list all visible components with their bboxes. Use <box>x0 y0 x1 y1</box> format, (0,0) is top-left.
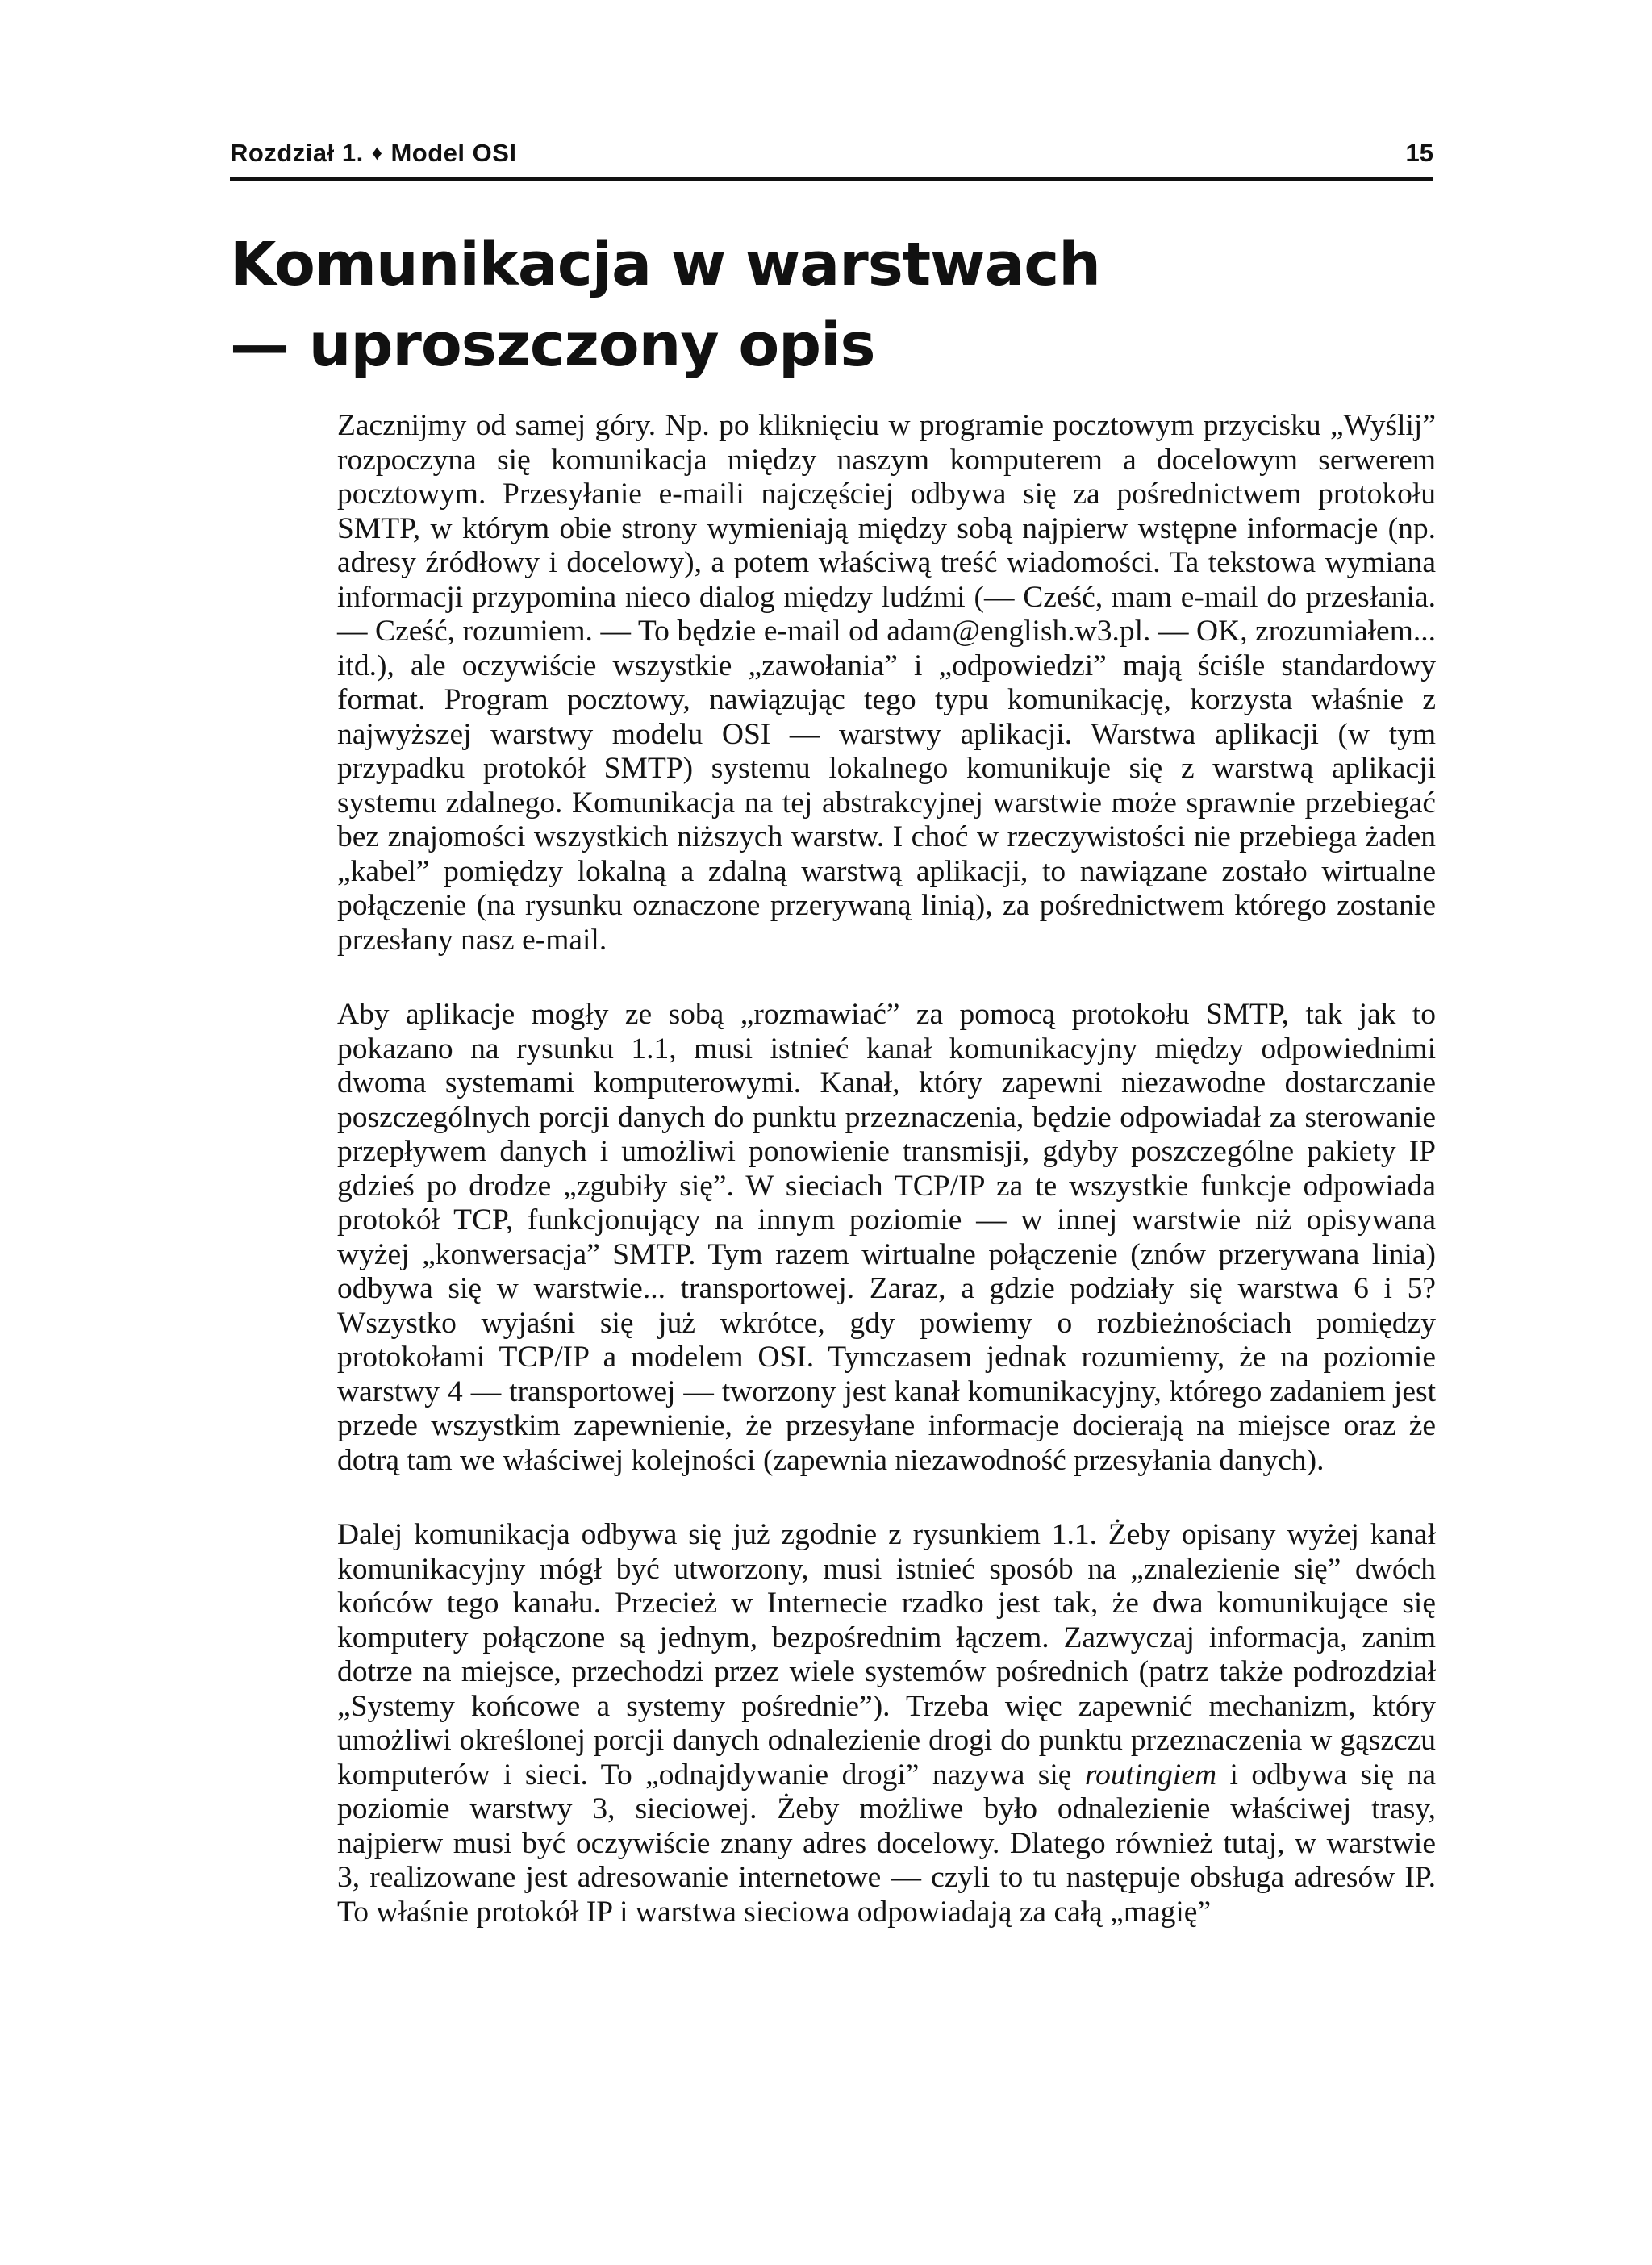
section-label: Model OSI <box>390 139 517 167</box>
page-number: 15 <box>1405 139 1433 167</box>
header-chapter-info <box>230 139 517 168</box>
body-text <box>337 409 1436 1970</box>
routing-term: routingiem <box>1084 1758 1217 1792</box>
paragraph-3-part-2: i odbywa się na poziomie warstwy 3, sieciowej. Żeby możliwe było odnalezienie właściwej trasy, najpierw musi być oczywiście znany adres docelowy. Dlatego również tutaj, w warstwie 3, realizowane jest adresowanie internetowe — czyli to tu następuje obsługa adresów IP. To właśnie protokół IP i warstwa sieciowa odpowiadają za całą „magię” <box>337 1758 1436 1929</box>
diamond-separator-icon: ♦ <box>371 140 383 165</box>
section-title <box>230 224 1440 386</box>
chapter-label: Rozdział 1. <box>230 139 364 167</box>
paragraph-1: Zacznijmy od samej góry. Np. po kliknięciu w programie pocztowym przycisku „Wyślij” rozpoczyna się komunikacja między naszym komputerem a docelowym serwerem pocztowym. Przesyłanie e-maili najczęściej odbywa się za pośrednictwem protokołu SMTP, w którym obie strony wymieniają między sobą najpierw wstępne informacje (np. adresy źródłowy i docelowy), a potem właściwą treść wiadomości. Ta tekstowa wymiana informacji przypomina nieco dialog między ludźmi (— Cześć, mam e-mail do przesłania. — Cześć, rozumiem. — To będzie e-mail od adam@english.w3.pl. — OK, zrozumiałem... itd.), ale oczywiście wszystkie „zawołania” i „odpowiedzi” mają ściśle standardowy format. Program pocztowy, nawiązując tego typu komunikację, korzysta właśnie z najwyższej warstwy modelu OSI — warstwy aplikacji. Warstwa aplikacji (w tym przypadku protokół SMTP) systemu lokalnego komunikuje się z warstwą aplikacji systemu zdalnego. Komunikacja na tej abstrakcyjnej warstwie może sprawnie przebiegać bez znajomości wszystkich niższych warstw. I choć w rzeczywistości nie przebiega żaden „kabel” pomiędzy lokalną a zdalną warstwą aplikacji, to nawiązane zostało wirtualne połączenie (na rysunku oznaczone przerywaną linią), za pośrednictwem którego zostanie przesłany nasz e-mail. <box>337 409 1436 957</box>
section-title-line-2: — uproszczony opis <box>230 311 875 380</box>
paragraph-2: Aby aplikacje mogły ze sobą „rozmawiać” za pomocą protokołu SMTP, tak jak to pokazano na rysunku 1.1, musi istnieć kanał komunikacyjny między odpowiednimi dwoma systemami komputerowymi. Kanał, który zapewni niezawodne dostarczanie poszczególnych porcji danych do punktu przeznaczenia, będzie odpowiadał za sterowanie przepływem danych i umożliwi ponowienie transmisji, gdyby poszczególne pakiety IP gdzieś po drodze „zgubiły się”. W sieciach TCP/IP za te wszystkie funkcje odpowiada protokół TCP, funkcjonujący na innym poziomie — w innej warstwie niż opisywana wyżej „konwersacja” SMTP. Tym razem wirtualne połączenie (znów przerywana linia) odbywa się w warstwie... transportowej. Zaraz, a gdzie podziały się warstwa 6 i 5? Wszystko wyjaśni się już wkrótce, gdy powiemy o rozbieżnościach pomiędzy protokołami TCP/IP a modelem OSI. Tymczasem jednak rozumiemy, że na poziomie warstwy 4 — transportowej — tworzony jest kanał komunikacyjny, którego zadaniem jest przede wszystkim zapewnienie, że przesyłane informacje docierają na miejsce oraz że dotrą tam we właściwej kolejności (zapewnia niezawodność przesyłania danych). <box>337 998 1436 1477</box>
paragraph-3-part-1: Dalej komunikacja odbywa się już zgodnie z rysunkiem 1.1. Żeby opisany wyżej kanał komunikacyjny mógł być utworzony, musi istnieć sposób na „znalezienie się” dwóch końców tego kanału. Przecież w Internecie rzadko jest tak, że dwa komunikujące się komputery połączone są jednym, bezpośrednim łączem. Zazwyczaj informacja, zanim dotrze na miejsce, przechodzi przez wiele systemów pośrednich (patrz także podrozdział „Systemy końcowe a systemy pośrednie”). Trzeba więc zapewnić mechanizm, który umożliwi określonej porcji danych odnalezienie drogi do punktu przeznaczenia w gąszczu komputerów i sieci. To „odnajdywanie drogi” nazywa się <box>337 1518 1436 1792</box>
running-header <box>230 136 1433 181</box>
section-title-line-1: Komunikacja w warstwach <box>230 230 1100 299</box>
paragraph-3 <box>337 1518 1436 1929</box>
